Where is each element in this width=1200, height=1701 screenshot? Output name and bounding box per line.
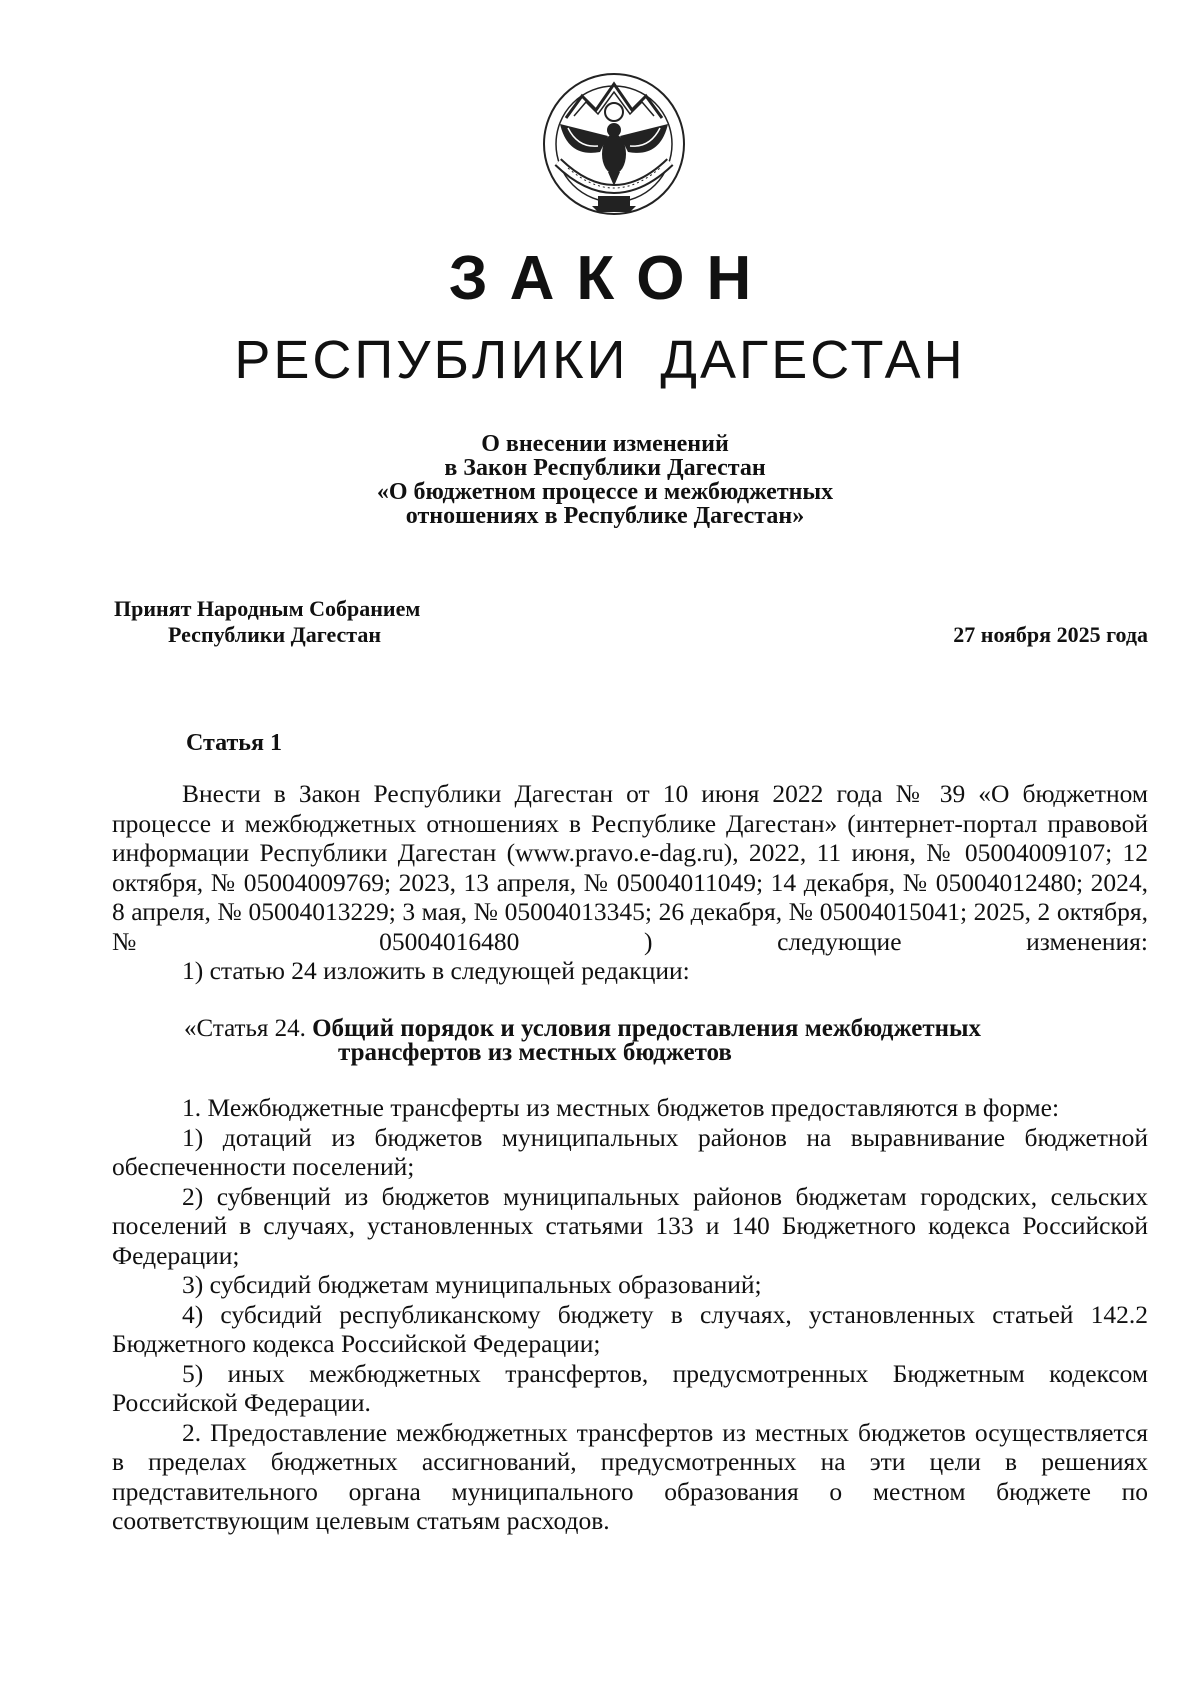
paragraph: 1. Межбюджетные трансферты из местных бюджетов предоставляются в форме:: [182, 1093, 1060, 1122]
subject-line: «О бюджетном процессе и межбюджетных: [376, 479, 834, 505]
article-1-intro: Внести в Закон Республики Дагестан от 10 июня 2022 года № 39 «О бюджетном процессе и межбюджетных отношениях в Республике Дагестан» (интернет-портал правовой информации Республики Дагестан (www.pravo.e-dag.ru), 2022, 11 июня, № 05004009107; 12 октября, № 05004009769; 2023, 13 апреля, № 05004011049; 14 декабря, № 05004012480; 2024, 8 апреля, № 05004013229; 3 мая, № 05004013345; 26 декабря, № 05004015041; 2025, 2 октября, № 05004016480 ) следующие изменения:: [112, 779, 1148, 956]
subject-line: в Закон Республики Дагестан: [444, 455, 766, 481]
document-title: ЗАКОН: [448, 244, 774, 313]
paragraph: 3) субсидий бюджетам муниципальных образований;: [182, 1270, 762, 1299]
paragraph: 1) дотаций из бюджетов муниципальных районов на выравнивание бюджетной обеспеченности поселений;: [112, 1122, 1148, 1181]
article-heading: Статья 1: [186, 730, 282, 756]
adoption-date: 27 ноября 2025 года: [953, 622, 1148, 647]
article-24-heading: [184, 1017, 981, 1065]
article-1-body: [112, 779, 1148, 986]
adoption-line: Республики Дагестан: [168, 622, 382, 647]
paragraph: 2. Предоставление межбюджетных трансфертов из местных бюджетов осуществляется в пределах бюджетных ассигнований, предусмотренных на эти цели в решениях представительного органа муниципального образования о местном бюджете по соответствующим целевым статьям расходов.: [112, 1417, 1148, 1535]
subject-line: отношениях в Республике Дагестан»: [405, 503, 805, 529]
article-24-body: [112, 1093, 1148, 1536]
adoption-statement: [114, 596, 420, 648]
article-1-item: 1) статью 24 изложить в следующей редакции:: [182, 956, 690, 985]
article-24-label: «Статья 24.: [184, 1015, 306, 1042]
coat-of-arms-icon: [538, 66, 690, 216]
subject-line: О внесении изменений: [481, 431, 729, 457]
article-24-title-cont: трансфертов из местных бюджетов: [338, 1039, 732, 1066]
adoption-line: Принят Народным Собранием: [114, 596, 421, 621]
paragraph: 4) субсидий республиканскому бюджету в случаях, установленных статьей 142.2 Бюджетного кодекса Российской Федерации;: [112, 1299, 1148, 1358]
law-subject: [0, 432, 1200, 528]
article-24-title: Общий порядок и условия предоставления межбюджетных: [312, 1015, 982, 1042]
paragraph: 2) субвенций из бюджетов муниципальных районов бюджетам городских, сельских поселений в случаях, установленных статьями 133 и 140 Бюджетного кодекса Российской Федерации;: [112, 1181, 1148, 1270]
paragraph: 5) иных межбюджетных трансфертов, предусмотренных Бюджетным кодексом Российской Федерации.: [112, 1358, 1148, 1417]
document-subtitle: РЕСПУБЛИКИ ДАГЕСТАН: [234, 330, 966, 390]
